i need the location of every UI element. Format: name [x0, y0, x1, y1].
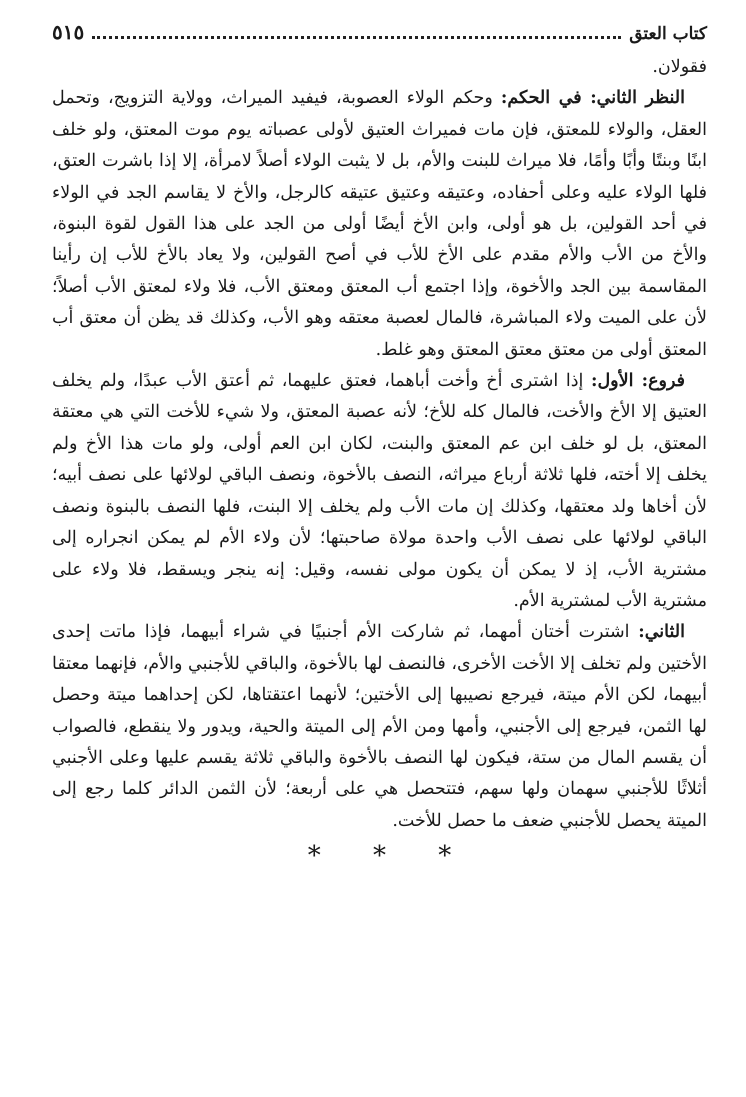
running-header [52, 20, 707, 52]
paragraph-second-branch [52, 617, 707, 837]
paragraph-text: فقولان. [652, 57, 707, 77]
section-separator: * * * [307, 841, 474, 872]
section-heading: النظر الثاني: في الحكم: [500, 88, 686, 109]
header-dot-leader [92, 35, 621, 39]
paragraph-text: إذا اشترى أخ وأخت أباهما، فعتق عليهما، ثم أعتق الأب عبدًا، ولم يخلف العتيق إلا الأخ والأخت، فالمال كله للأخ؛ لأنه عصبة المعتق، ولا شيء للأخت التي هي معتقة المعتق، بل لو خلف ابن عم المعتق والبنت، لكان ابن العم أولى، ولو مات هذا الأخ ولم يخلف إلا أخته، فلها ثلاثة أرباع ميراثه، النصف بالأخوة، ونصف الباقي لولائها على نصف أبيه؛ لأن أخاها ولد معتقها، وكذلك إن مات الأب ولم يخلف إلا البنت، فلها النصف بالبنوة ونصف الباقي لولائها على نصف الأب واحدة مولاة صاحبتها؛ لأن ولاء الأم لم يمكن انجراره إلى مشترية الأب، إذ لا يمكن أن يكون مولى نفسه، وقيل: إنه ينجر ويسقط، فلا ولاء على مشترية الأب لمشترية الأم. [52, 371, 707, 611]
paragraph-opening [52, 52, 707, 83]
paragraph-text: وحكم الولاء العصوبة، فيفيد الميراث، وولاية التزويج، وتحمل العقل، والولاء للمعتق، فإن مات فميراث العتيق لأولى عصباته يوم موت المعتق، ولو خلف ابنًا وبنتًا وأبًا وأمًا، فلا ميراث للبنت والأم، بل لا يثبت الولاء أصلاً لامرأة، إلا إذا باشرت العتق، فلها الولاء عليه وعلى أحفاده، وعتيقه وعتيق عتيقه كالرجل، والأخ لا يقاسم الجد في الولاء في أحد القولين، بل هو أولى، وابن الأخ أيضًا أولى من الجد على هذا القول لقوة البنوة، والأخ من الأب والأم مقدم على الأخ للأب في أصح القولين، ولا يعاد بالأخ للأب إن رأينا المقاسمة بين الجد والأخوة، وإذا اجتمع أب المعتق ومعتق الأب، فلا ولاء لمعتق الأب أصلاً؛ لأن على الميت ولاء المباشرة، فالمال لعصبة معتقه وهو الأب، وكذلك قد يظن أن معتق أب المعتق أولى من معتق معتق المعتق وهو غلط. [52, 88, 707, 360]
book-page [52, 20, 707, 871]
paragraph-second-view [52, 83, 707, 366]
page-number: ٥١٥ [52, 20, 85, 44]
paragraph-text: اشترت أختان أمهما، ثم شاركت الأم أجنبيًا في شراء أبيهما، فإذا ماتت إحدى الأختين ولم تخلف إلا الأخت الأخرى، فالنصف لها بالأخوة، والباقي للأجنبي والأم، فإنهما معتقا أبيهما، لكن الأم ميتة، فيرجع نصيبها إلى الأختين؛ لأنهما اعتقتاها، لكن إحداهما ميتة وحصل لها الثمن، فيرجع إلى الأجنبي، وأمها ومن الأم إلى الميتة والحية، ويدور ولا ينقطع، فالصواب أن يقسم المال من ستة، فيكون لها النصف بالأخوة والباقي ثلاثة يقسم عليها وعلى الأجنبي أثلاثًا للأجنبي سهمان ولها سهم، فتتحصل هي على أربعة؛ لأن الثمن الدائر كلما رجع إلى الميتة يحصل للأجنبي ضعف ما حصل للأخت. [52, 622, 707, 831]
section-heading: الثاني: [638, 622, 685, 643]
section-heading: فروع: الأول: [590, 371, 685, 392]
paragraph-branches-first [52, 366, 707, 617]
chapter-title: كتاب العتق [629, 24, 707, 44]
